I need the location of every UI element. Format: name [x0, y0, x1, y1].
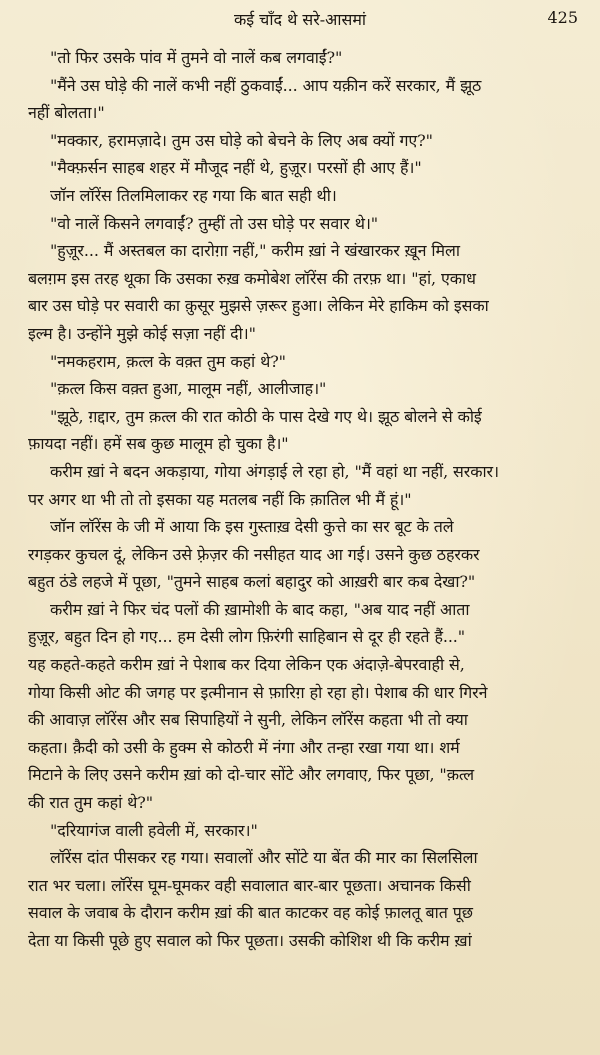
text-line: करीम ख़ां ने बदन अकड़ाया, गोया अंगड़ाई ले रहा हो, "मैं वहां था नहीं, सरकार।	[50, 461, 499, 481]
text-line: "क़त्ल किस वक़्त हुआ, मालूम नहीं, आलीजाह।"	[50, 379, 327, 399]
text-line: जॉन लॉरेंस तिलमिलाकर रह गया कि बात सही थी।	[50, 185, 337, 205]
text-line: बलग़म इस तरह थूका कि उसका रुख़ कमोबेश लॉरेंस की तरफ़ था। "हां, एकाध	[28, 268, 476, 288]
page-header	[0, 4, 600, 34]
page-number: 425	[547, 8, 578, 27]
text-line: "नमकहराम, क़त्ल के वक़्त तुम कहां थे?"	[50, 351, 286, 371]
text-line: सवाल के जवाब के दौरान करीम ख़ां की बात काटकर वह कोई फ़ालतू बात पूछ	[28, 903, 473, 923]
text-line: "वो नालें किसने लगवाईं? तुम्हीं तो उस घोड़े पर सवार थे।"	[50, 213, 379, 233]
text-line: पर अगर था भी तो तो इसका यह मतलब नहीं कि क़ातिल भी मैं हूं।"	[28, 489, 412, 509]
text-line: नहीं बोलता।"	[28, 103, 105, 123]
text-line: इल्म है। उन्होंने मुझे कोई सज़ा नहीं दी।"	[28, 323, 256, 343]
text-line: करीम ख़ां ने फिर चंद पलों की ख़ामोशी के बाद कहा, "अब याद नहीं आता	[50, 599, 470, 619]
running-title: कई चाँद थे सरे-आसमां	[233, 10, 367, 29]
text-line: फ़ायदा नहीं। हमें सब कुछ मालूम हो चुका है।"	[28, 434, 289, 454]
text-line: "मक्कार, हरामज़ादे। तुम उस घोड़े को बेचने के लिए अब क्यों गए?"	[50, 130, 433, 150]
text-line: हुज़ूर, बहुत दिन हो गए... हम देसी लोग फ़िरंगी साहिबान से दूर ही रहते हैं..."	[28, 627, 466, 647]
text-line: की रात तुम कहां थे?"	[28, 793, 153, 813]
text-line: कहता। क़ैदी को उसी के हुक्म से कोठरी में नंगा और तन्हा रखा गया था। शर्म	[28, 737, 460, 757]
text-line: "तो फिर उसके पांव में तुमने वो नालें कब लगवाईं?"	[50, 48, 343, 67]
text-line: की आवाज़ लॉरेंस और सब सिपाहियों ने सुनी, लेकिन लॉरेंस कहता भी तो क्या	[28, 710, 468, 730]
text-line: मिटाने के लिए उसने करीम ख़ां को दो-चार सोंटे और लगवाए, फिर पूछा, "क़त्ल	[28, 765, 475, 785]
text-line: यह कहते-कहते करीम ख़ां ने पेशाब कर दिया लेकिन एक अंदाज़े-बेपरवाही से,	[28, 655, 465, 675]
body-text	[28, 44, 590, 955]
text-line: गोया किसी ओट की जगह पर इत्मीनान से फ़ारिग़ हो रहा हो। पेशाब की धार गिरने	[28, 682, 488, 702]
text-line: "झूठे, ग़द्दार, तुम क़त्ल की रात कोठी के पास देखे गए थे। झूठ बोलने से कोई	[50, 406, 482, 426]
text-line: बार उस घोड़े पर सवारी का क़ुसूर मुझसे ज़रूर हुआ। लेकिन मेरे हाकिम को इसका	[28, 296, 489, 316]
text-line: देता या किसी पूछे हुए सवाल को फिर पूछता। उसकी कोशिश थी कि करीम ख़ां	[28, 931, 472, 950]
text-line: लॉरेंस दांत पीसकर रह गया। सवालों और सोंटे या बेंत की मार का सिलसिला	[50, 848, 478, 868]
text-line: जॉन लॉरेंस के जी में आया कि इस गुस्ताख़ देसी कुत्ते का सर बूट के तले	[50, 517, 454, 537]
text-line: "मैंने उस घोड़े की नालें कभी नहीं ठुकवाईं... आप यक़ीन करें सरकार, मैं झूठ	[50, 75, 482, 95]
text-line: रगड़कर कुचल दूं, लेकिन उसे फ़्रेज़र की नसीहत याद आ गई। उसने कुछ ठहरकर	[28, 544, 480, 564]
text-line: बहुत ठंडे लहजे में पूछा, "तुमने साहब कलां बहादुर को आख़री बार कब देखा?"	[28, 572, 476, 592]
text-line: "हुज़ूर... मैं अस्तबल का दारोग़ा नहीं," करीम ख़ां ने खंखारकर ख़ून मिला	[50, 241, 460, 261]
text-line: "मैक्फ़र्सन साहब शहर में मौजूद नहीं थे, हुज़ूर। परसों ही आए हैं।"	[50, 158, 422, 178]
text-line: "दरियागंज वाली हवेली में, सरकार।"	[50, 820, 258, 840]
text-line: रात भर चला। लॉरेंस घूम-घूमकर वही सवालात बार-बार पूछता। अचानक किसी	[28, 875, 471, 895]
